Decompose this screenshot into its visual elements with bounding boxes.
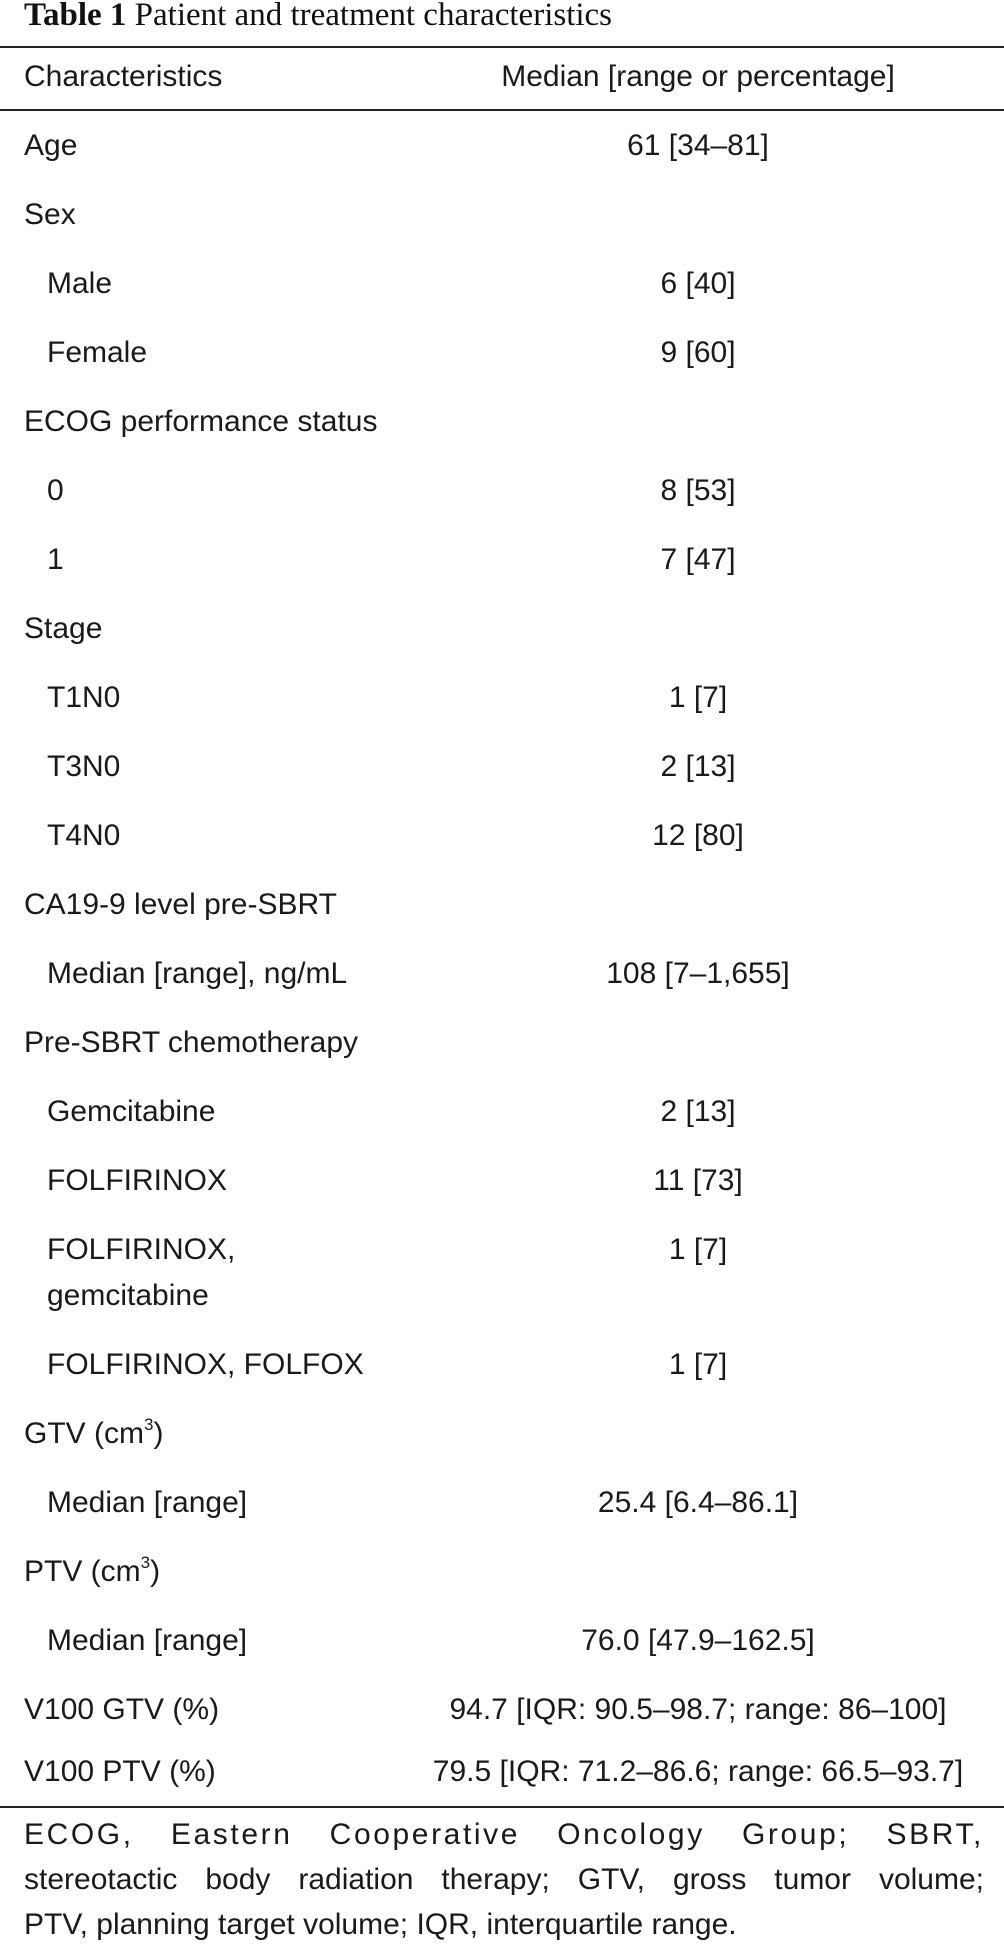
row-value: 25.4 [6.4–86.1] [597, 1486, 799, 1519]
row-value: 1 [7] [668, 681, 728, 714]
row-label: FOLFIRINOX, gemcitabine [47, 1233, 236, 1312]
table-row-t3n0 [0, 732, 1004, 801]
row-value: 1 [7] [668, 1348, 728, 1381]
row-value: 9 [60] [660, 336, 736, 369]
table-row-chemotherapy [0, 1008, 1004, 1077]
row-value: 12 [80] [652, 819, 744, 852]
row-label: 0 [47, 474, 64, 507]
row-label: V100 GTV (%) [24, 1693, 220, 1726]
table-row-male [0, 249, 1004, 318]
table-row-gtv [0, 1399, 1004, 1468]
row-label: Sex [24, 198, 76, 231]
row-label: GTV $(cm^3)$ [24, 1415, 164, 1450]
row-value: 2 [13] [660, 1095, 736, 1128]
row-label: FOLFIRINOX, FOLFOX [47, 1348, 364, 1381]
row-value: 61 [34–81] [627, 129, 769, 162]
table-caption-label: Table 1 [24, 0, 127, 33]
row-label: Female [47, 336, 148, 369]
table-row-female [0, 318, 1004, 387]
row-label: Stage [24, 612, 103, 645]
row-value: 76.0 [47.9–162.5] [581, 1624, 815, 1657]
row-value: 79.5 [IQR: 71.2–86.6; range: 66.5–93.7] [432, 1755, 964, 1788]
table-row-v100-ptv [0, 1737, 1004, 1806]
table-row-folfirinox-gemcitabine [0, 1215, 1004, 1330]
table-row-t4n0 [0, 801, 1004, 870]
bottom-rule [0, 1806, 1004, 1808]
row-value: 8 [53] [660, 474, 736, 507]
table-row-stage [0, 594, 1004, 663]
table-row-ptv [0, 1537, 1004, 1606]
table-row-v100-gtv [0, 1675, 1004, 1744]
table-row-folfirinox-folfox [0, 1330, 1004, 1399]
row-label: V100 PTV (%) [24, 1755, 216, 1788]
row-value: 11 [73] [653, 1164, 743, 1197]
row-label: ECOG performance status [24, 405, 378, 438]
table-row-ca19-9 [0, 870, 1004, 939]
row-label: PTV $(cm^3)$ [24, 1553, 161, 1588]
row-label: Median [range] [47, 1624, 248, 1657]
column-header-characteristics: Characteristics [24, 60, 223, 93]
row-value: 108 [7–1,655] [606, 957, 790, 990]
table-row-ecog-1 [0, 525, 1004, 594]
row-label: Male [47, 267, 113, 300]
table-row-folfirinox [0, 1146, 1004, 1215]
row-label: 1 [47, 543, 64, 576]
row-label: Median [range] [47, 1486, 248, 1519]
row-label: Pre-SBRT chemotherapy [24, 1026, 359, 1059]
column-header-median: Median [range or percentage] [501, 60, 895, 93]
row-value: 2 [13] [660, 750, 736, 783]
row-label: T3N0 [47, 750, 121, 783]
row-label: FOLFIRINOX [47, 1164, 228, 1197]
row-label: CA19-9 level pre-SBRT [24, 888, 337, 921]
table-row-ca19-9-median [0, 939, 1004, 1008]
table-row-gemcitabine [0, 1077, 1004, 1146]
footnote-line: PTV, planning target volume; IQR, interquartile range. [24, 1908, 737, 1941]
table-caption-text: Patient and treatment characteristics [134, 0, 613, 33]
row-label: Gemcitabine [47, 1095, 216, 1128]
row-value: 1 [7] [668, 1233, 728, 1266]
row-label: Age [24, 129, 78, 162]
row-label: Median [range], ng/mL [47, 957, 348, 990]
table-footnote [24, 1812, 984, 1947]
top-rule [0, 46, 1004, 48]
table-row-gtv-median [0, 1468, 1004, 1537]
row-label: T4N0 [47, 819, 121, 852]
table-row-t1n0 [0, 663, 1004, 732]
table-row-ecog-0 [0, 456, 1004, 525]
table-row-ptv-median [0, 1606, 1004, 1675]
table-row-sex [0, 180, 1004, 249]
footnote-line: stereotactic body radiation therapy; GTV, gross tumor volume; [24, 1863, 984, 1896]
row-value: 7 [47] [660, 543, 736, 576]
table-row-ecog [0, 387, 1004, 456]
table-row-age [0, 111, 1004, 180]
row-value: 94.7 [IQR: 90.5–98.7; range: 86–100] [449, 1693, 947, 1726]
footnote-line: ECOG, Eastern Cooperative Oncology Group; SBRT, [24, 1818, 984, 1851]
row-value: 6 [40] [660, 267, 736, 300]
row-label: T1N0 [47, 681, 121, 714]
table-caption [24, 0, 612, 34]
